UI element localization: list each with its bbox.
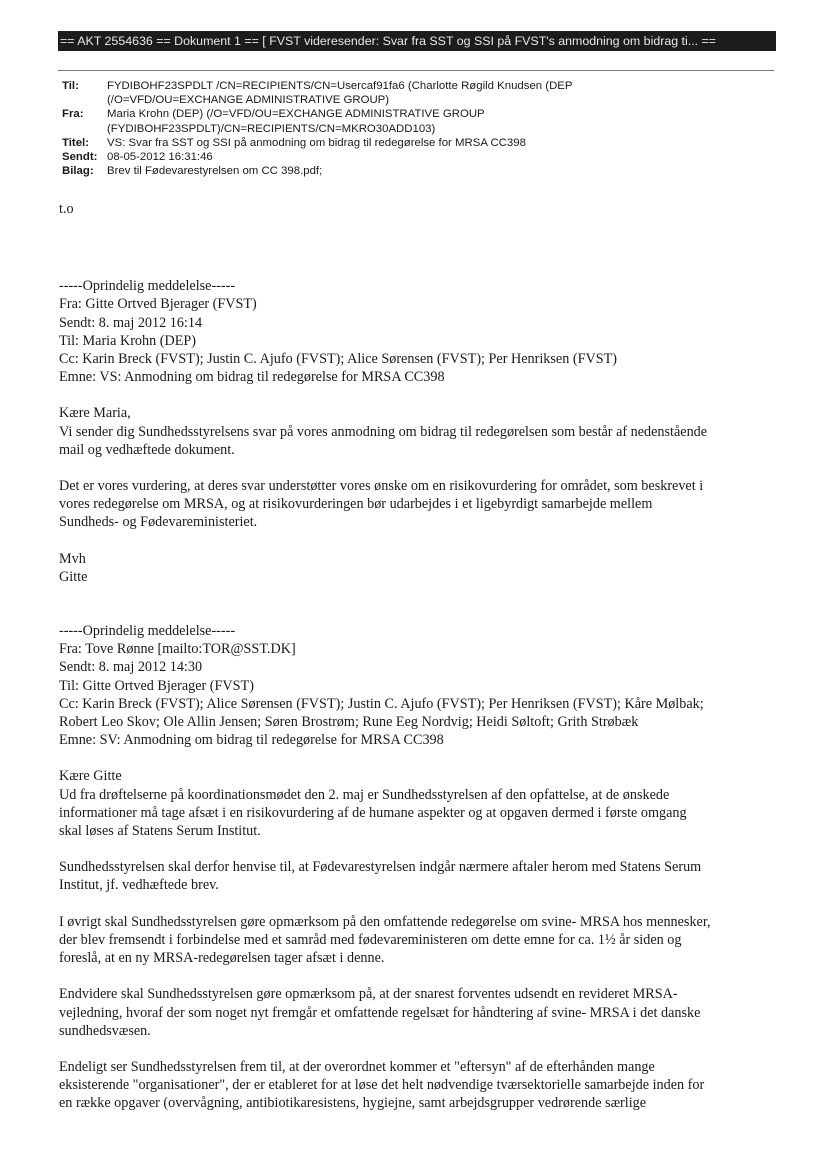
- header-sent-label: Sendt:: [62, 151, 98, 164]
- header-divider: [58, 70, 774, 71]
- msg1-subject: Emne: VS: Anmodning om bidrag til redegørelse for MRSA CC398: [59, 369, 445, 386]
- msg2-subject: Emne: SV: Anmodning om bidrag til redegørelse for MRSA CC398: [59, 732, 444, 749]
- msg2-p2-line: Institut, jf. vedhæftede brev.: [59, 877, 219, 894]
- msg1-to: Til: Maria Krohn (DEP): [59, 332, 197, 349]
- msg2-p4-line: sundhedsvæsen.: [59, 1022, 151, 1039]
- msg1-cc: Cc: Karin Breck (FVST); Justin C. Ajufo (FVST); Alice Sørensen (FVST); Per Henriksen (FVST): [59, 351, 617, 368]
- msg2-p3-line: foreslå, at en ny MRSA-redegørelsen tager afsæt i denne.: [59, 950, 385, 967]
- original-message-marker: -----Oprindelig meddelelse-----: [59, 278, 236, 295]
- header-title-value: VS: Svar fra SST og SSI på anmodning om bidrag til redegørelse for MRSA CC398: [107, 136, 526, 149]
- msg2-p5-line: Endeligt ser Sundhedsstyrelsen frem til, at der overordnet kommer et "eftersyn" af de efterhånden mange: [59, 1058, 655, 1075]
- msg2-p4-line: vejledning, hvoraf der som noget nyt fremgår et omfattende regelsæt for håndtering af svine- MRSA i det danske: [59, 1004, 701, 1021]
- msg2-cc-line: Cc: Karin Breck (FVST); Alice Sørensen (FVST); Justin C. Ajufo (FVST); Per Henriksen (FVST); Kåre Mølbak;: [59, 695, 704, 712]
- msg2-p2-line: Sundhedsstyrelsen skal derfor henvise til, at Fødevarestyrelsen indgår nærmere aftaler herom med Statens Serum: [59, 859, 702, 876]
- msg1-p2-line: vores redegørelse om MRSA, og at risikovurderingen bør udarbejdes i et ligebyrdigt samarbejde mellem: [59, 496, 653, 513]
- header-from-row: [62, 107, 772, 135]
- msg2-p1-line: informationer må tage afsæt i en risikovurdering af de humane aspekter og at opgaven dermed i første omgang: [59, 804, 687, 821]
- header-attachment-row: [62, 164, 772, 178]
- msg2-to: Til: Gitte Ortved Bjerager (FVST): [59, 677, 254, 694]
- header-to-label: Til:: [62, 80, 79, 92]
- header-from-label: Fra:: [62, 108, 84, 121]
- msg2-p5-line: en række opgaver (overvågning, antibiotikaresistens, hygiejne, samt arbejdsgrupper vedrørende særlige: [59, 1095, 647, 1112]
- original-message-marker: -----Oprindelig meddelelse-----: [59, 623, 236, 640]
- header-title-label: Titel:: [62, 136, 90, 149]
- msg1-p1-line: mail og vedhæftede dokument.: [59, 441, 235, 458]
- msg1-p2-line: Det er vores vurdering, at deres svar understøtter vores ønske om en risikovurdering for området, som beskrevet i: [59, 478, 704, 495]
- msg1-p1-line: Vi sender dig Sundhedsstyrelsens svar på vores anmodning om bidrag til redegørelsen som består af nedenstående: [59, 423, 708, 440]
- email-body: [59, 200, 771, 1113]
- msg2-cc-line: Robert Leo Skov; Ole Allin Jensen; Søren Brostrøm; Rune Eeg Nordvig; Heidi Søltoft; Grith Strøbæk: [59, 714, 639, 731]
- msg1-sent: Sendt: 8. maj 2012 16:14: [59, 314, 203, 331]
- msg2-sent: Sendt: 8. maj 2012 14:30: [59, 659, 203, 676]
- header-to-row: [62, 79, 772, 107]
- document-banner: == AKT 2554636 == Dokument 1 == [ FVST videresender: Svar fra SST og SSI på FVST's anmodning om bidrag ti... ==: [58, 31, 776, 51]
- msg1-signoff: Mvh: [59, 550, 86, 567]
- msg2-from: Fra: Tove Rønne [mailto:TOR@SST.DK]: [59, 641, 296, 658]
- msg2-p1-line: skal løses af Statens Serum Institut.: [59, 823, 261, 840]
- header-to-value-line: FYDIBOHF23SPDLT /CN=RECIPIENTS/CN=Usercaf91fa6 (Charlotte Røgild Knudsen (DEP: [107, 80, 573, 92]
- msg2-p3-line: der blev fremsendt i forbindelse med et samråd med fødevareministeren om dette emne for ca. 1½ år siden og: [59, 931, 682, 948]
- msg2-p3-line: I øvrigt skal Sundhedsstyrelsen gøre opmærksom på den omfattende redegørelse om svine- MRSA hos mennesker,: [59, 913, 711, 930]
- header-from-value-line: Maria Krohn (DEP) (/O=VFD/OU=EXCHANGE ADMINISTRATIVE GROUP: [107, 108, 485, 121]
- header-to-value-line: (/O=VFD/OU=EXCHANGE ADMINISTRATIVE GROUP): [107, 94, 390, 107]
- header-sent-value: 08-05-2012 16:31:46: [107, 151, 213, 164]
- msg1-p2-line: Sundheds- og Fødevareministeriet.: [59, 514, 258, 531]
- msg2-p4-line: Endvidere skal Sundhedsstyrelsen gøre opmærksom på, at der snarest forventes udsendt en revideret MRSA-: [59, 986, 678, 1003]
- msg2-greeting: Kære Gitte: [59, 768, 122, 785]
- header-title-row: [62, 136, 772, 150]
- header-sent-row: [62, 150, 772, 164]
- msg2-p1-line: Ud fra drøftelserne på koordinationsmødet den 2. maj er Sundhedsstyrelsen af den opfattelse, at de ønskede: [59, 786, 670, 803]
- msg1-from: Fra: Gitte Ortved Bjerager (FVST): [59, 296, 257, 313]
- header-from-value-line: (FYDIBOHF23SPDLT)/CN=RECIPIENTS/CN=MKRO30ADD103): [107, 122, 436, 135]
- msg1-greeting: Kære Maria,: [59, 405, 131, 422]
- email-header: [62, 79, 772, 178]
- msg1-signature: Gitte: [59, 568, 88, 585]
- header-attachment-label: Bilag:: [62, 165, 94, 178]
- msg2-p5-line: eksisterende "organisationer", der er etableret for at løse det helt nødvendige tværsektorielle samarbejde inden for: [59, 1077, 705, 1094]
- header-attachment-value: Brev til Fødevarestyrelsen om CC 398.pdf;: [107, 165, 323, 178]
- forward-note: t.o: [59, 201, 74, 217]
